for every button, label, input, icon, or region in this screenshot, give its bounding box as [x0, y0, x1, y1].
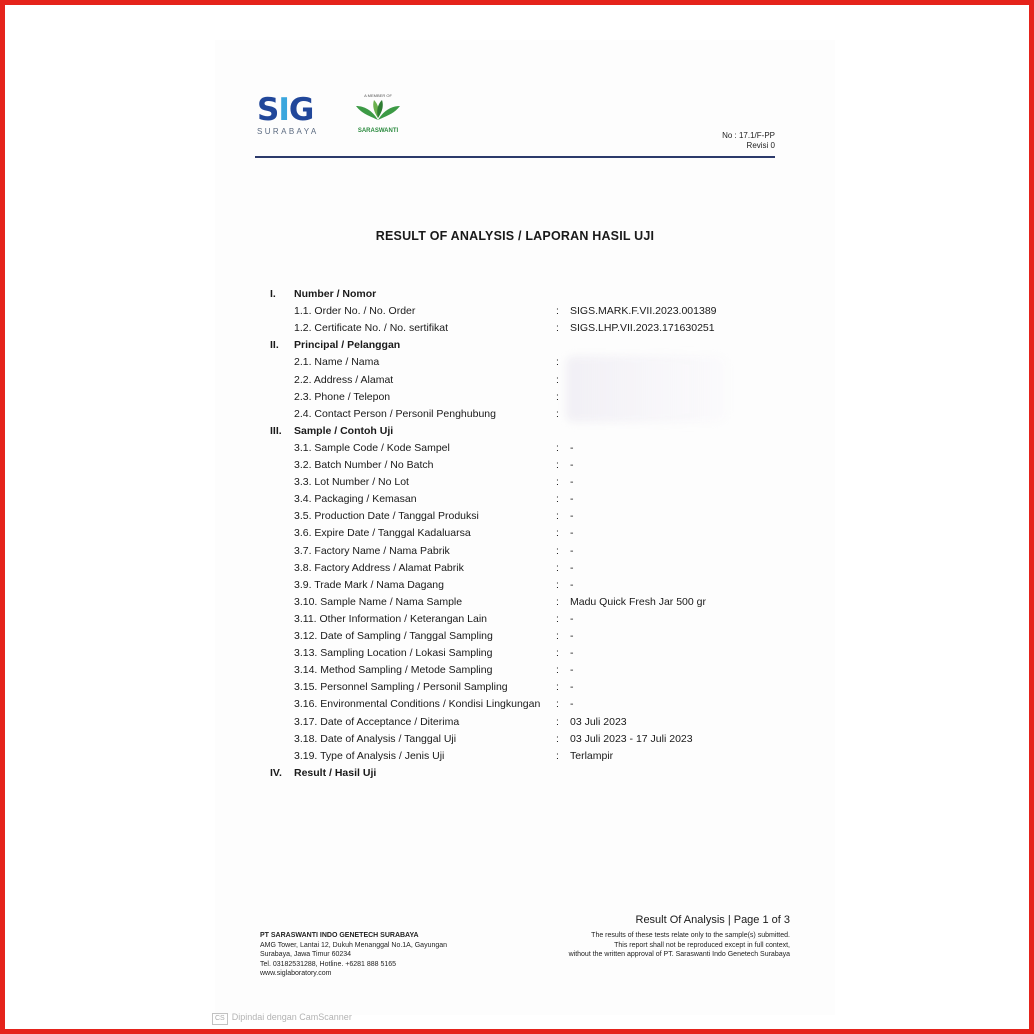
- field-value: -: [570, 578, 574, 591]
- field-value: -: [570, 698, 574, 711]
- section-number: II.: [270, 339, 279, 352]
- field-colon: :: [556, 544, 559, 557]
- field-colon: :: [556, 373, 559, 386]
- field-label: 2.2. Address / Alamat: [294, 373, 394, 386]
- field-label: 2.4. Contact Person / Personil Penghubung: [294, 407, 496, 420]
- field-colon: :: [556, 630, 559, 642]
- field-label: 3.13. Sampling Location / Lokasi Sampling: [294, 647, 493, 660]
- field-value: -: [570, 510, 574, 523]
- company-name: PT SARASWANTI INDO GENETECH SURABAYA: [260, 932, 419, 939]
- section-label: Result / Hasil Uji: [294, 766, 377, 779]
- field-colon: :: [556, 476, 559, 489]
- field-label: 3.10. Sample Name / Nama Sample: [294, 595, 463, 608]
- section-label: Principal / Pelanggan: [294, 339, 401, 352]
- field-label: 3.7. Factory Name / Nama Pabrik: [294, 544, 450, 557]
- field-value: -: [570, 459, 574, 471]
- footer-company-info: [260, 931, 447, 979]
- field-colon: :: [556, 595, 559, 608]
- field-label: 2.3. Phone / Telepon: [294, 390, 391, 403]
- revision-text: Revisi 0: [746, 141, 775, 150]
- field-label: 3.18. Date of Analysis / Tanggal Uji: [294, 732, 457, 745]
- field-value: -: [570, 544, 574, 557]
- company-website: www.siglaboratory.com: [260, 970, 332, 977]
- field-colon: :: [556, 441, 559, 454]
- field-label: 3.3. Lot Number / No Lot: [294, 476, 409, 489]
- field-label: 3.4. Packaging / Kemasan: [294, 493, 417, 506]
- field-colon: :: [556, 459, 559, 471]
- field-colon: :: [556, 647, 559, 660]
- footer-disclaimer: [500, 931, 790, 960]
- sig-city-text: SURABAYA: [257, 127, 319, 136]
- field-value: -: [570, 527, 574, 540]
- disclaimer-line-3: without the written approval of PT. Saraswanti Indo Genetech Surabaya: [568, 951, 790, 958]
- sig-logo: [257, 92, 319, 136]
- sig-brand-text: SIG: [257, 92, 314, 128]
- field-value: -: [570, 441, 574, 454]
- field-colon: :: [556, 407, 559, 420]
- field-colon: :: [556, 681, 559, 694]
- field-label: 3.11. Other Information / Keterangan Lain: [294, 612, 488, 625]
- field-colon: :: [556, 527, 559, 540]
- field-colon: :: [556, 493, 559, 506]
- field-value: -: [570, 612, 574, 625]
- field-label: 3.9. Trade Mark / Nama Dagang: [294, 578, 444, 591]
- leaf-icon: [352, 98, 404, 122]
- disclaimer-line-1: The results of these tests relate only to the sample(s) submitted.: [591, 932, 790, 939]
- field-label: 3.12. Date of Sampling / Tanggal Sampling: [294, 630, 493, 642]
- field-colon: :: [556, 612, 559, 625]
- header-divider: [255, 156, 775, 158]
- field-label: 3.15. Personnel Sampling / Personil Sampling: [294, 681, 508, 694]
- field-label: 3.19. Type of Analysis / Jenis Uji: [294, 749, 445, 762]
- company-address-2: Surabaya, Jawa Timur 60234: [260, 951, 352, 958]
- saraswanti-logo: [348, 93, 408, 135]
- field-colon: :: [556, 322, 559, 335]
- camscanner-text: Dipindai dengan CamScanner: [231, 1012, 352, 1022]
- saraswanti-text: SARASWANTI: [357, 128, 399, 134]
- field-colon: :: [556, 732, 559, 745]
- field-colon: :: [556, 390, 559, 403]
- field-colon: :: [556, 664, 559, 677]
- field-value: SIGS.MARK.F.VII.2023.001389: [570, 305, 717, 318]
- member-of-text: A MEMBER OF: [364, 93, 392, 98]
- document-number: [700, 131, 775, 151]
- field-colon: :: [556, 510, 559, 523]
- camscanner-icon: CS: [212, 1013, 228, 1025]
- field-value: -: [570, 561, 574, 574]
- field-label: 3.1. Sample Code / Kode Sampel: [294, 441, 450, 454]
- field-colon: :: [556, 305, 559, 318]
- company-address-1: AMG Tower, Lantai 12, Dukuh Menanggal No.1A, Gayungan: [260, 941, 448, 949]
- field-value: Terlampir: [570, 749, 614, 762]
- disclaimer-line-2: This report shall not be reproduced except in full context,: [614, 941, 790, 949]
- field-value: -: [570, 681, 574, 694]
- section-number: IV.: [270, 766, 282, 779]
- field-value: Madu Quick Fresh Jar 500 gr: [570, 595, 706, 608]
- field-colon: :: [556, 749, 559, 762]
- company-phone: Tel. 03182531288, Hotline. +6281 888 5165: [260, 960, 397, 968]
- field-value: 03 Juli 2023: [570, 715, 627, 728]
- field-colon: :: [556, 561, 559, 574]
- section-label: Sample / Contoh Uji: [294, 424, 394, 437]
- field-value: -: [570, 476, 574, 489]
- field-label: 3.2. Batch Number / No Batch: [294, 459, 434, 471]
- field-colon: :: [556, 698, 559, 711]
- field-label: 1.1. Order No. / No. Order: [294, 305, 416, 318]
- section-label: Number / Nomor: [294, 288, 377, 300]
- doc-no-text: No : 17.1/F-PP: [722, 131, 775, 140]
- field-colon: :: [556, 715, 559, 728]
- field-colon: :: [556, 578, 559, 591]
- field-label: 3.8. Factory Address / Alamat Pabrik: [294, 561, 464, 574]
- report-title: RESULT OF ANALYSIS / LAPORAN HASIL UJI: [375, 229, 655, 243]
- camscanner-watermark: [212, 1010, 352, 1025]
- field-label: 3.5. Production Date / Tanggal Produksi: [294, 510, 479, 523]
- section-number: I.: [270, 288, 276, 300]
- section-number: III.: [270, 424, 282, 437]
- field-label: 3.6. Expire Date / Tanggal Kadaluarsa: [294, 527, 471, 540]
- field-label: 2.1. Name / Nama: [294, 356, 380, 369]
- redacted-principal-info: [566, 356, 726, 422]
- field-colon: :: [556, 356, 559, 369]
- field-value: -: [570, 664, 574, 677]
- field-label: 3.16. Environmental Conditions / Kondisi Lingkungan: [294, 698, 541, 711]
- field-value: 03 Juli 2023 - 17 Juli 2023: [570, 732, 693, 745]
- field-value: -: [570, 630, 574, 642]
- field-value: SIGS.LHP.VII.2023.171630251: [570, 322, 715, 335]
- field-label: 3.17. Date of Acceptance / Diterima: [294, 715, 460, 728]
- field-value: -: [570, 493, 574, 506]
- field-label: 1.2. Certificate No. / No. sertifikat: [294, 322, 449, 335]
- page-info: Result Of Analysis | Page 1 of 3: [635, 914, 790, 926]
- field-value: -: [570, 647, 574, 660]
- field-label: 3.14. Method Sampling / Metode Sampling: [294, 664, 493, 677]
